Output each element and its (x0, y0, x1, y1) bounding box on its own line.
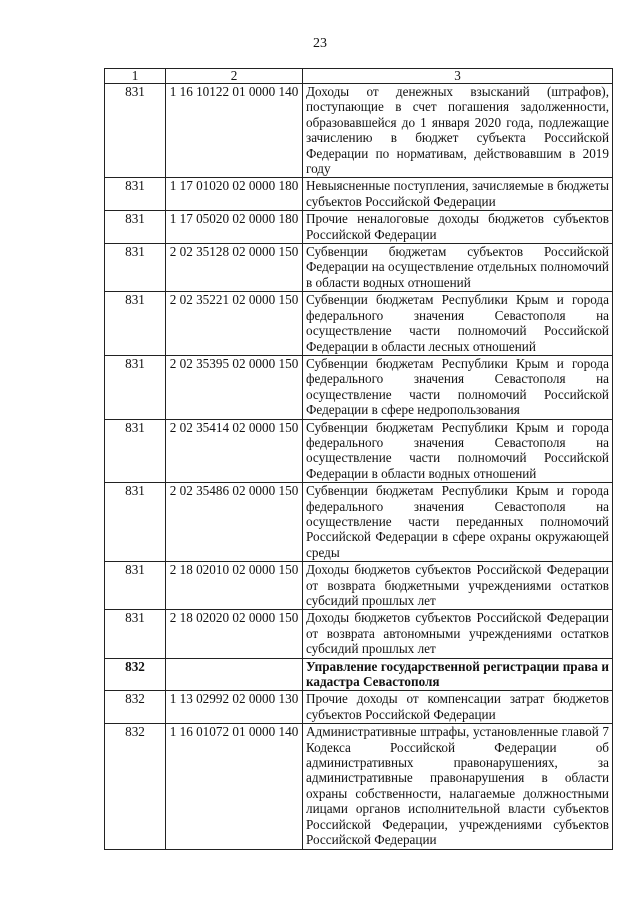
income-name-cell: Субвенции бюджетам Республики Крым и города федерального значения Севастополя на осуществление части полномочий Российской Федерации в области лесных отношений (303, 292, 613, 356)
income-name-cell: Доходы бюджетов субъектов Российской Федерации от возврата автономными учреждениями остатков субсидий прошлых лет (303, 610, 613, 658)
admin-code-cell: 831 (105, 178, 166, 211)
column-header-3: 3 (303, 69, 613, 84)
table-row (105, 292, 613, 356)
table-row (105, 244, 613, 292)
income-code-cell: 2 02 35395 02 0000 150 (166, 355, 303, 419)
table-row (105, 419, 613, 483)
income-code-cell: 2 18 02020 02 0000 150 (166, 610, 303, 658)
income-code-cell: 2 02 35486 02 0000 150 (166, 483, 303, 562)
income-code-cell: 2 18 02010 02 0000 150 (166, 562, 303, 610)
admin-code-cell: 831 (105, 84, 166, 178)
admin-code-cell: 831 (105, 355, 166, 419)
income-name-cell: Субвенции бюджетам Республики Крым и города федерального значения Севастополя на осуществление части полномочий Российской Федерации в области водных отношений (303, 419, 613, 483)
admin-code-cell: 831 (105, 483, 166, 562)
admin-code-cell: 831 (105, 244, 166, 292)
income-code-cell: 1 16 01072 01 0000 140 (166, 724, 303, 849)
table-row (105, 691, 613, 724)
column-header-2: 2 (166, 69, 303, 84)
admin-code-cell: 831 (105, 292, 166, 356)
administrator-name-cell: Управление государственной регистрации права и кадастра Севастополя (303, 658, 613, 691)
income-name-cell: Доходы бюджетов субъектов Российской Федерации от возврата бюджетными учреждениями остатков субсидий прошлых лет (303, 562, 613, 610)
income-name-cell: Прочие доходы от компенсации затрат бюджетов субъектов Российской Федерации (303, 691, 613, 724)
admin-code-cell: 831 (105, 419, 166, 483)
income-code-cell (166, 658, 303, 691)
income-name-cell: Административные штрафы, установленные главой 7 Кодекса Российской Федерации об административных правонарушениях, за административные правонарушения в области охраны собственности, налагаемые должностными лицами органов исполнительной власти субъектов Российской Федерации, учреждениями субъектов Российской Федерации (303, 724, 613, 849)
table-row (105, 178, 613, 211)
table-header-row (105, 69, 613, 84)
income-name-cell: Доходы от денежных взысканий (штрафов), поступающие в счет погашения задолженности, образовавшейся до 1 января 2020 года, подлежащие зачислению в бюджет субъекта Российской Федерации по нормативам, действовавшим в 2019 году (303, 84, 613, 178)
income-name-cell: Субвенции бюджетам субъектов Российской Федерации на осуществление отдельных полномочий в области водных отношений (303, 244, 613, 292)
section-header-row (105, 658, 613, 691)
income-name-cell: Субвенции бюджетам Республики Крым и города федерального значения Севастополя на осуществление части переданных полномочий Российской Федерации в сфере охраны окружающей среды (303, 483, 613, 562)
table-row (105, 483, 613, 562)
column-header-1: 1 (105, 69, 166, 84)
admin-code-cell: 832 (105, 691, 166, 724)
budget-codes-table (104, 68, 613, 850)
admin-code-cell: 831 (105, 562, 166, 610)
table-row (105, 211, 613, 244)
income-name-cell: Прочие неналоговые доходы бюджетов субъектов Российской Федерации (303, 211, 613, 244)
income-name-cell: Невыясненные поступления, зачисляемые в бюджеты субъектов Российской Федерации (303, 178, 613, 211)
table-row (105, 355, 613, 419)
income-code-cell: 1 17 05020 02 0000 180 (166, 211, 303, 244)
income-code-cell: 2 02 35414 02 0000 150 (166, 419, 303, 483)
income-code-cell: 1 13 02992 02 0000 130 (166, 691, 303, 724)
income-code-cell: 2 02 35221 02 0000 150 (166, 292, 303, 356)
income-code-cell: 1 17 01020 02 0000 180 (166, 178, 303, 211)
income-name-cell: Субвенции бюджетам Республики Крым и города федерального значения Севастополя на осуществление части полномочий Российской Федерации в сфере недропользования (303, 355, 613, 419)
admin-code-cell: 831 (105, 610, 166, 658)
admin-code-cell: 832 (105, 658, 166, 691)
income-code-cell: 2 02 35128 02 0000 150 (166, 244, 303, 292)
table-row (105, 610, 613, 658)
page-number: 23 (313, 36, 327, 51)
table-row (105, 562, 613, 610)
admin-code-cell: 832 (105, 724, 166, 849)
table-row (105, 84, 613, 178)
table-row (105, 724, 613, 849)
income-code-cell: 1 16 10122 01 0000 140 (166, 84, 303, 178)
admin-code-cell: 831 (105, 211, 166, 244)
